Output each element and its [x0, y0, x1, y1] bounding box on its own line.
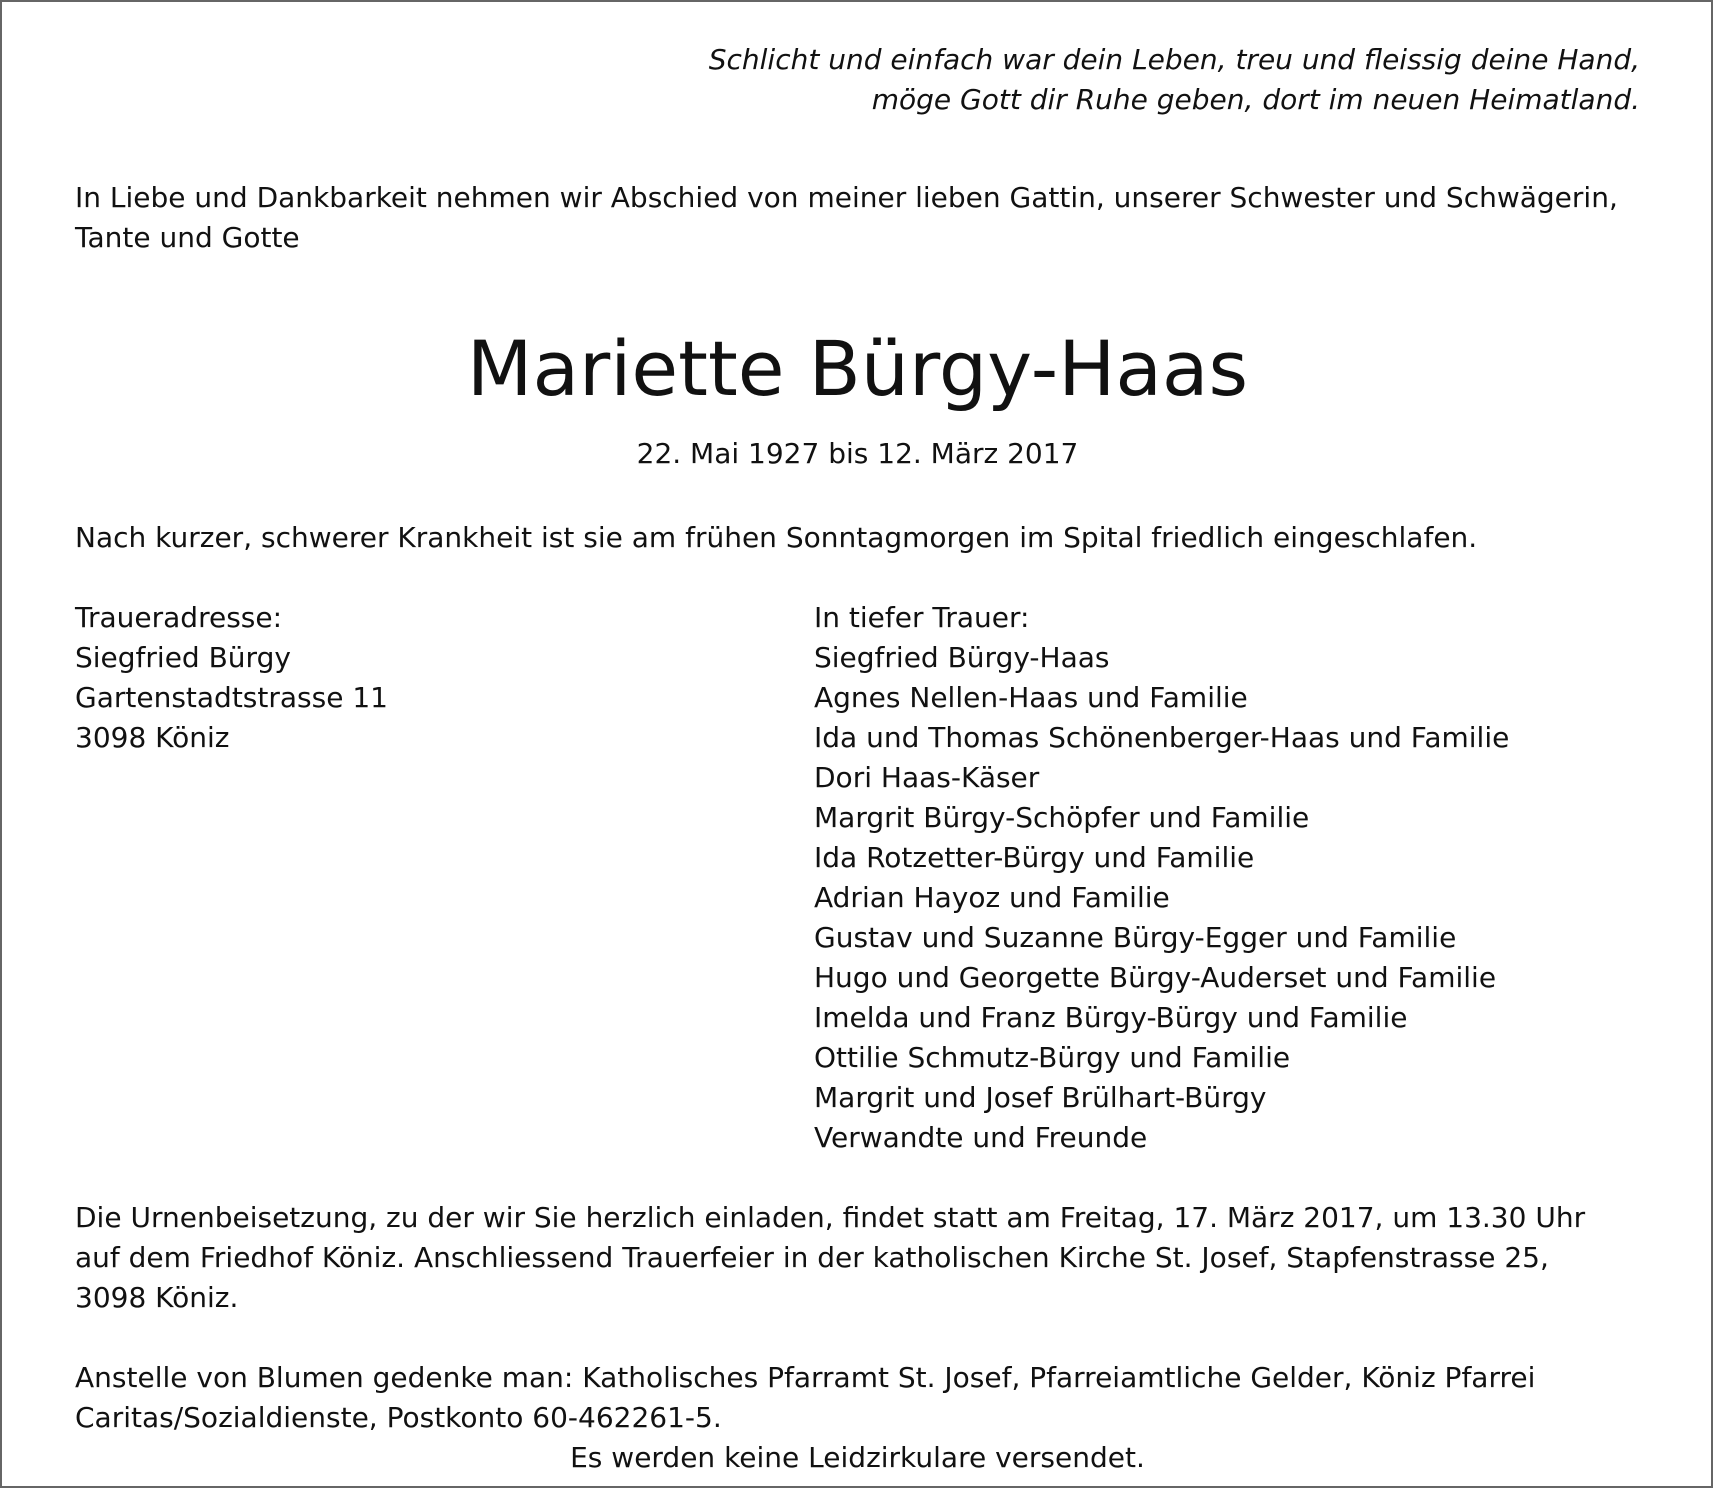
address-and-mourners [75, 598, 1640, 1158]
mourning-address [75, 598, 814, 1158]
obituary-content [75, 40, 1640, 1478]
mourner-name: Gustav und Suzanne Bürgy-Egger und Familie [814, 921, 1457, 954]
closing-note: Es werden keine Leidzirkulare versendet. [570, 1441, 1145, 1474]
mourner-name: Margrit Bürgy-Schöpfer und Familie [814, 801, 1310, 834]
ceremony-line-3: 3098 Köniz. [75, 1281, 239, 1314]
mourner-name: Verwandte und Freunde [814, 1121, 1148, 1154]
intro-line-2: Tante und Gotte [75, 221, 300, 254]
mourner-name: Margrit und Josef Brülhart-Bürgy [814, 1081, 1267, 1114]
ceremony-line-2: auf dem Friedhof Köniz. Anschliessend Trauerfeier in der katholischen Kirche St. Josef, Stapfenstrasse 25, [75, 1241, 1549, 1274]
mourner-name: Agnes Nellen-Haas und Familie [814, 681, 1248, 714]
donation-line-2: Caritas/Sozialdienste, Postkonto 60-462261-5. [75, 1401, 722, 1434]
mourner-name: Imelda und Franz Bürgy-Bürgy und Familie [814, 1001, 1408, 1034]
life-dates: 22. Mai 1927 bis 12. März 2017 [636, 437, 1079, 470]
address-line: Siegfried Bürgy [75, 641, 291, 674]
ceremony-line-1: Die Urnenbeisetzung, zu der wir Sie herzlich einladen, findet statt am Freitag, 17. März 2017, um 13.30 Uhr [75, 1201, 1586, 1234]
motto-line-2: möge Gott dir Ruhe geben, dort im neuen Heimatland. [871, 83, 1640, 116]
address-line: 3098 Köniz [75, 721, 230, 754]
death-note: Nach kurzer, schwerer Krankheit ist sie am frühen Sonntagmorgen im Spital friedlich eingeschlafen. [75, 521, 1478, 554]
mourner-name: Hugo und Georgette Bürgy-Auderset und Familie [814, 961, 1497, 994]
intro-text [75, 178, 1640, 258]
mourners-list [814, 598, 1640, 1158]
mourners-heading: In tiefer Trauer: [814, 601, 1030, 634]
mourner-name: Siegfried Bürgy-Haas [814, 641, 1110, 674]
ceremony-info [75, 1198, 1640, 1318]
donation-info [75, 1358, 1640, 1438]
mourner-name: Ida und Thomas Schönenberger-Haas und Familie [814, 721, 1510, 754]
mourner-name: Adrian Hayoz und Familie [814, 881, 1170, 914]
address-line: Gartenstadtstrasse 11 [75, 681, 388, 714]
motto-line-1: Schlicht und einfach war dein Leben, treu und fleissig deine Hand, [708, 43, 1640, 76]
intro-line-1: In Liebe und Dankbarkeit nehmen wir Abschied von meiner lieben Gattin, unserer Schwester und Schwägerin, [75, 181, 1618, 214]
address-heading: Traueradresse: [75, 601, 283, 634]
mourner-name: Ida Rotzetter-Bürgy und Familie [814, 841, 1255, 874]
deceased-name: Mariette Bürgy-Haas [466, 324, 1249, 413]
mourner-name: Ottilie Schmutz-Bürgy und Familie [814, 1041, 1291, 1074]
donation-line-1: Anstelle von Blumen gedenke man: Katholisches Pfarramt St. Josef, Pfarreiamtliche Gelder, Köniz Pfarrei [75, 1361, 1536, 1394]
mourner-name: Dori Haas-Käser [814, 761, 1040, 794]
motto-verse [75, 40, 1640, 120]
